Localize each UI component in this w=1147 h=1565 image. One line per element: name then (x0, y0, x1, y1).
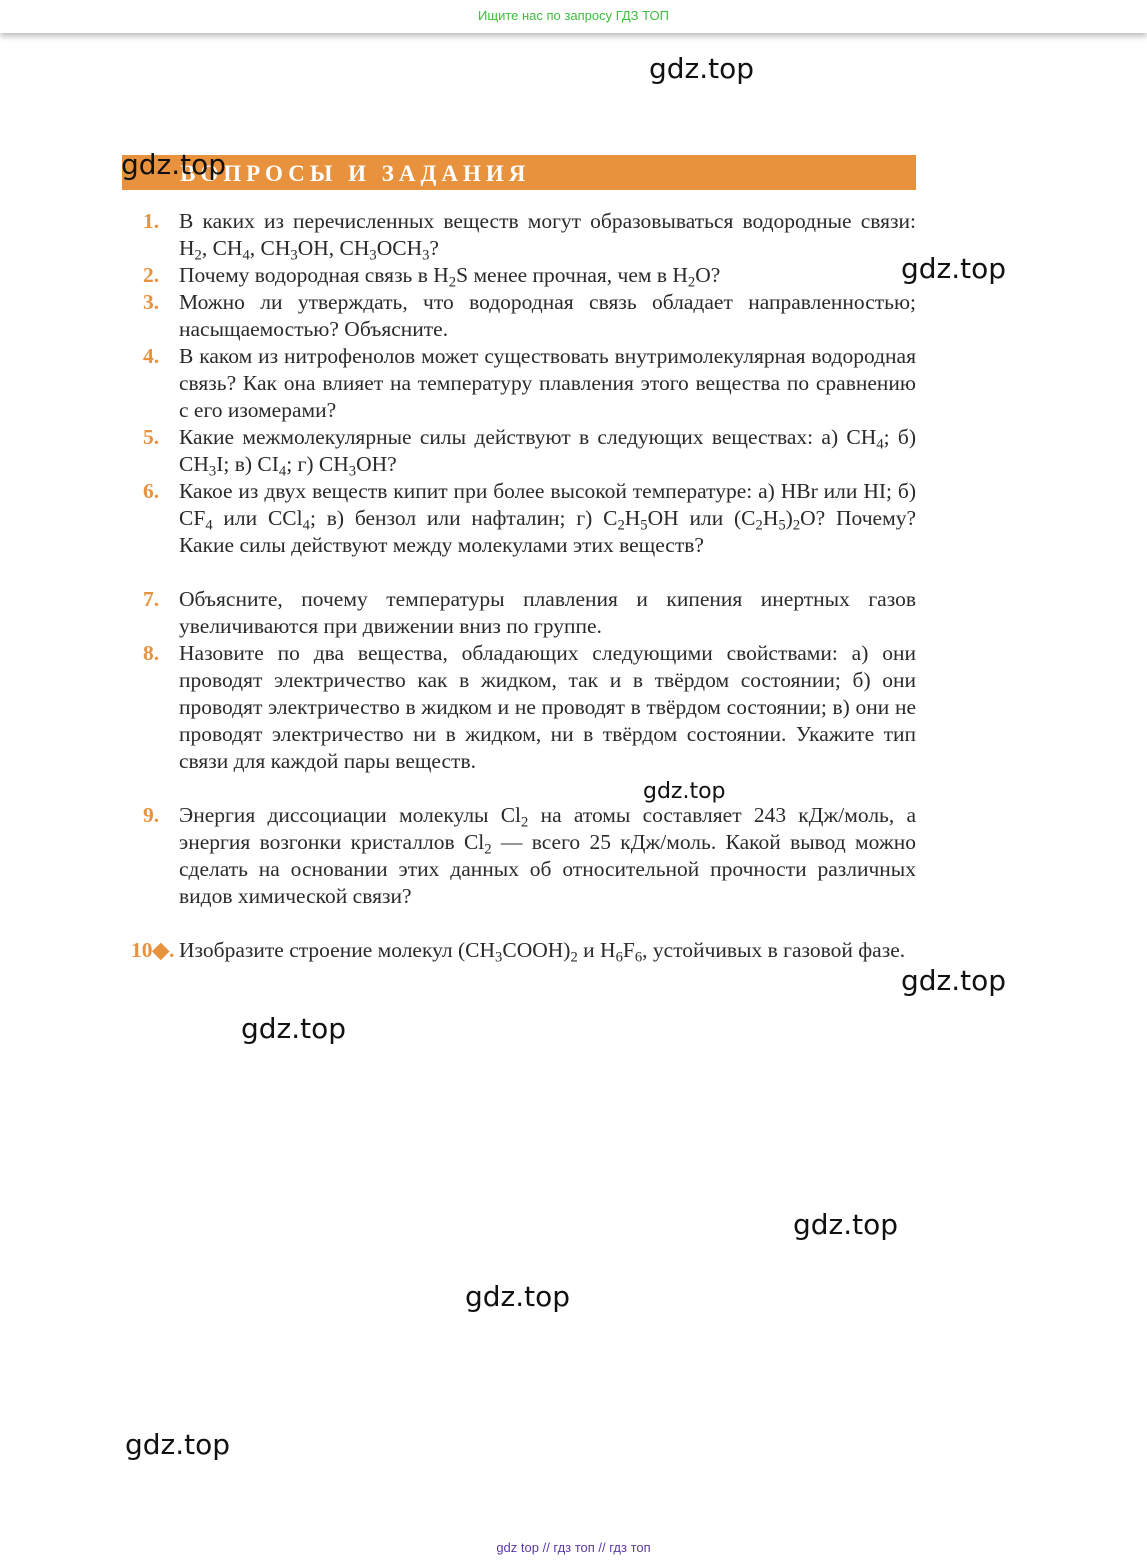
question-text: Энергия диссоциации молекулы $Cl_2$ на атомы составляет 243 кДж/моль, а энергия возгонки кристаллов $Cl_2$ — всего 25 кДж/моль. Какой вывод можно сделать на основании этих данных об относительной прочности различных видов химической связи? (179, 803, 917, 908)
question-text: В каком из нитрофенолов может существовать внутримолекулярная водородная связь? Как она влияет на температуру плавления этого вещества по сравнению с его изомерами? (179, 344, 916, 422)
question-9 (0, 802, 916, 937)
question-2 (0, 262, 916, 289)
footer (0, 1540, 1147, 1555)
watermark: gdz.top (241, 1012, 347, 1045)
question-number: 8. (143, 641, 160, 665)
question-text: Объясните, почему температуры плавления и кипения инертных газов увеличиваются при движении вниз по группе. (179, 587, 916, 638)
question-number: 3. (143, 290, 160, 314)
banner-text: Ищите нас по запросу ГДЗ ТОП (478, 8, 669, 23)
watermark: gdz.top (901, 252, 1007, 285)
watermark: gdz.top (121, 148, 227, 181)
question-number: 5. (143, 425, 160, 449)
watermark: gdz.top (465, 1280, 571, 1313)
question-4 (0, 343, 916, 424)
question-number: 2. (143, 263, 160, 287)
watermark: gdz.top (901, 964, 1007, 997)
question-text: Назовите по два вещества, обладающих следующими свойствами: а) они проводят электричество как в жидком, так и в твёрдом состоянии; б) они проводят электричество в жидком и не проводят в твёрдом состоянии; в) они не проводят электричество ни в жидком, ни в твёрдом состоянии. Укажите тип связи для каждой пары веществ. (179, 641, 916, 773)
questions-list (0, 208, 1147, 991)
section-title: ВОПРОСЫ И ЗАДАНИЯ (180, 161, 531, 186)
question-number: 1. (143, 209, 160, 233)
question-text: Почему водородная связь в $H_2S$ менее прочная, чем в $H_2O$? (179, 263, 721, 291)
question-7 (0, 586, 916, 640)
question-5 (0, 424, 916, 478)
question-number: 9. (143, 803, 160, 827)
question-number: 10◆. (131, 938, 175, 962)
question-text: Какое из двух веществ кипит при более высокой температуре: а) HBr или HI; б) $CF_4$ или CCl$_4$; в) бензол или нафталин; г) $C_2H_5OH$ или $(C_2H_5)_2O$? Почему? Какие силы действуют между молекулами этих веществ? (179, 479, 917, 557)
watermark: gdz.top (793, 1208, 899, 1241)
question-6 (0, 478, 916, 586)
question-number: 6. (143, 479, 160, 503)
question-text: Можно ли утверждать, что водородная связь обладает направленностью; насыщаемостью? Объясните. (179, 290, 916, 341)
question-text: Изобразите строение молекул $(CH_3COOH)_2$ и $H_6F_6$, устойчивых в газовой фазе. (179, 938, 906, 966)
section-header (122, 155, 916, 190)
watermark: gdz.top (643, 779, 726, 804)
footer-links[interactable]: gdz top // гдз топ // гдз топ (496, 1540, 651, 1555)
question-text: В каких из перечисленных веществ могут образовываться водородные связи: $H_2$, $CH_4$, $CH_3OH$, $CH_3OCH_3$? (179, 209, 916, 264)
watermark: gdz.top (125, 1428, 231, 1461)
question-3 (0, 289, 916, 343)
question-8 (0, 640, 916, 802)
question-number: 4. (143, 344, 160, 368)
question-1 (0, 208, 916, 262)
watermark: gdz.top (649, 52, 755, 85)
question-text: Какие межмолекулярные силы действуют в следующих веществах: а) $CH_4$; б) $CH_3I$; в) $CI_4$; г) $CH_3OH$? (179, 425, 917, 480)
top-banner (0, 0, 1147, 33)
question-10 (0, 937, 916, 991)
question-number: 7. (143, 587, 160, 611)
